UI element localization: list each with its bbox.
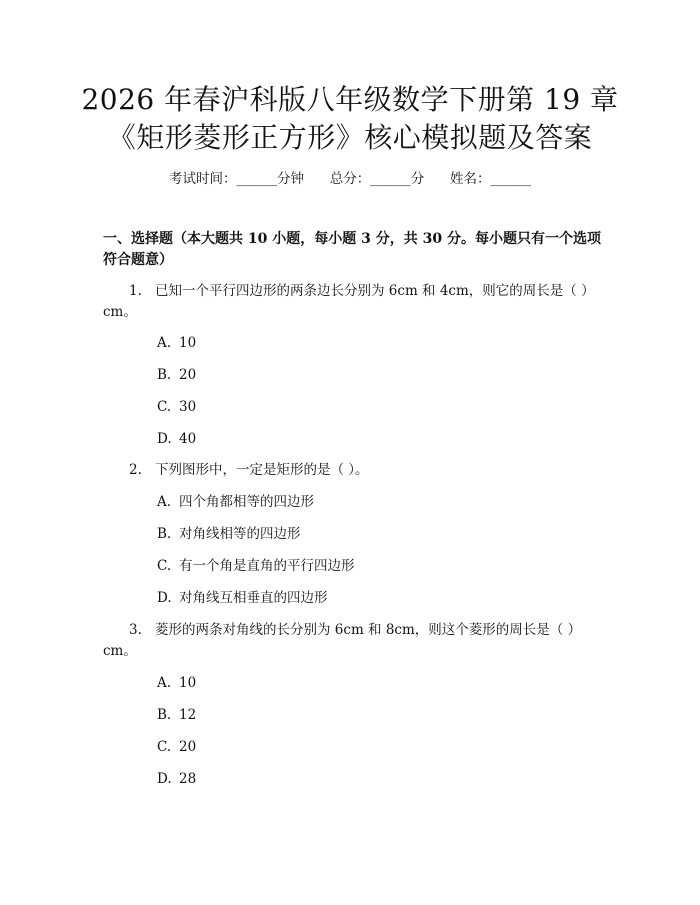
option-letter: B.: [157, 707, 172, 723]
option-text: 20: [179, 367, 197, 383]
question-text: 已知一个平行四边形的两条边长分别为 6cm 和 4cm，则它的周长是（ ）cm。: [103, 283, 588, 320]
option-text: 12: [179, 707, 197, 723]
option-letter: A.: [157, 494, 172, 510]
option-letter: C.: [157, 558, 172, 574]
question-2-option-a: [157, 493, 314, 511]
exam-meta-info: 考试时间：______分钟 总分：______分 姓名：______: [169, 171, 531, 187]
question-3-option-c: [157, 738, 196, 756]
question-text: 菱形的两条对角线的长分别为 6cm 和 8cm，则这个菱形的周长是（ ）cm。: [103, 622, 582, 659]
question-1-option-a: [157, 334, 196, 352]
option-letter: A.: [157, 675, 172, 691]
option-letter: D.: [157, 431, 172, 447]
question-3-option-a: [157, 674, 196, 692]
section-heading: 一、选择题（本大题共 10 小题，每小题 3 分，共 30 分。每小题只有一个选项符合题意）: [103, 231, 601, 268]
title-line-2: 《矩形菱形正方形》核心模拟题及答案: [107, 121, 593, 154]
option-text: 对角线相等的四边形: [179, 526, 301, 542]
question-number: 2.: [129, 462, 142, 478]
option-letter: B.: [157, 367, 172, 383]
question-number: 1.: [129, 283, 142, 299]
question-2-option-c: [157, 557, 355, 575]
question-text: 下列图形中，一定是矩形的是（ ）。: [155, 462, 369, 478]
option-text: 20: [179, 739, 197, 755]
question-1-option-b: [157, 366, 196, 384]
option-letter: D.: [157, 590, 172, 606]
option-letter: C.: [157, 739, 172, 755]
option-letter: D.: [157, 771, 172, 787]
option-letter: C.: [157, 399, 172, 415]
option-text: 10: [179, 675, 197, 691]
option-text: 28: [179, 771, 197, 787]
question-1: [103, 281, 593, 323]
question-2: [103, 460, 593, 481]
question-3-option-b: [157, 706, 196, 724]
option-text: 30: [179, 399, 197, 415]
title-line-1: 2026 年春沪科版八年级数学下册第 19 章: [81, 83, 619, 116]
question-2-option-d: [157, 589, 328, 607]
question-3: [103, 620, 593, 662]
option-text: 对角线互相垂直的四边形: [179, 590, 328, 606]
question-1-option-d: [157, 430, 196, 448]
option-text: 有一个角是直角的平行四边形: [179, 558, 355, 574]
option-letter: A.: [157, 335, 172, 351]
option-text: 四个角都相等的四边形: [179, 494, 314, 510]
question-number: 3.: [129, 622, 142, 638]
option-letter: B.: [157, 526, 172, 542]
question-1-option-c: [157, 398, 196, 416]
question-2-option-b: [157, 525, 301, 543]
option-text: 40: [179, 431, 197, 447]
option-text: 10: [179, 335, 197, 351]
question-3-option-d: [157, 770, 196, 788]
